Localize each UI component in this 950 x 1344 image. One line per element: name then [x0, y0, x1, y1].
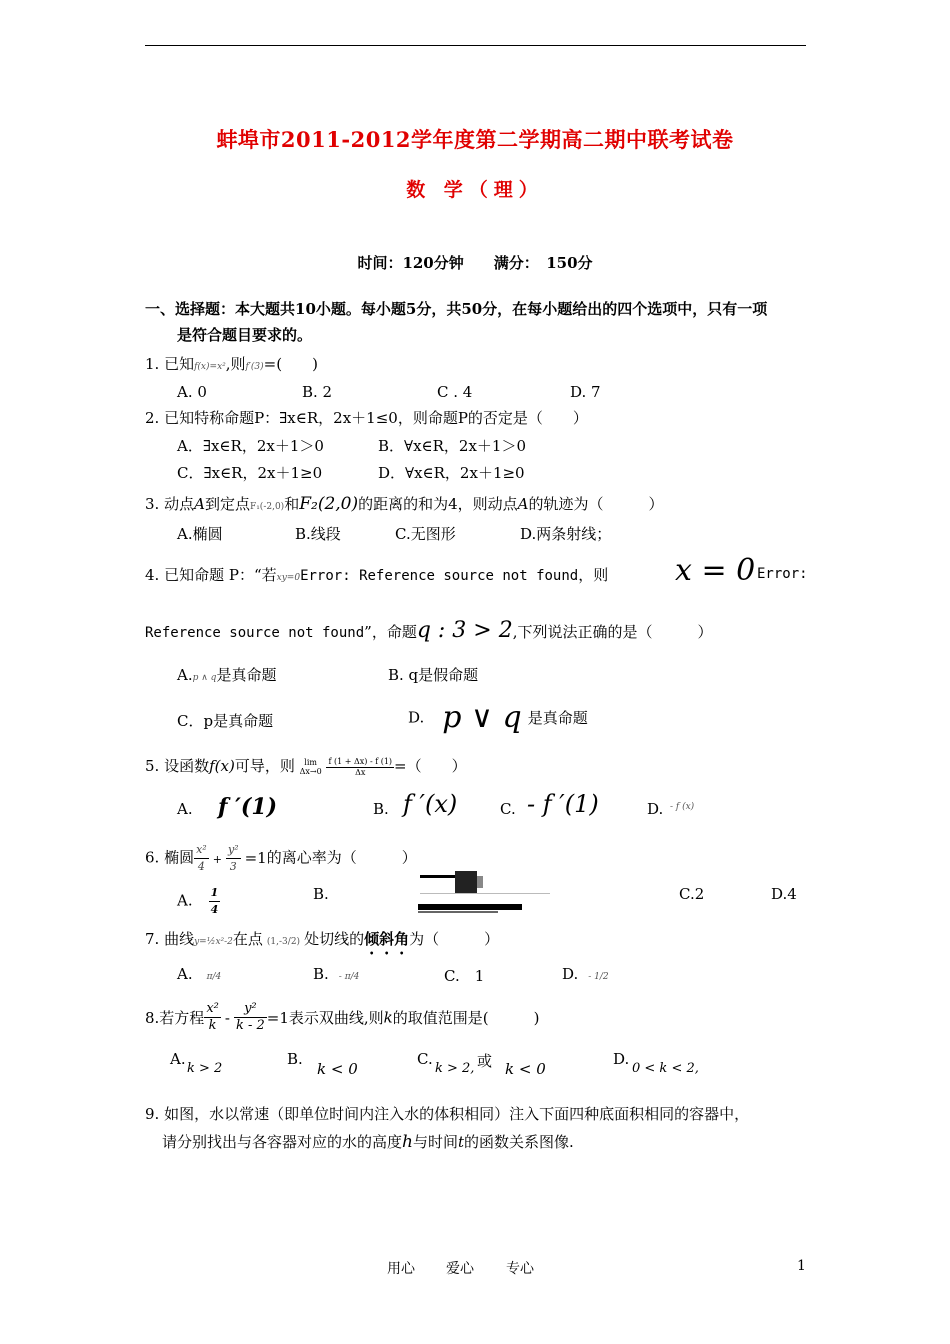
q8-option-a-formula: k > 2	[187, 1061, 223, 1076]
q8-option-c-or: 或	[477, 1052, 493, 1070]
question-5: 5. 设函数f(x)可导，则 lim Δx→0 $\frac{f (1 + \Delta x) - f (1)}{\Delta x}$ =（ ）	[145, 756, 467, 777]
q5-option-c: C.	[500, 800, 516, 818]
q7-curve: y=½x²-2	[194, 937, 233, 947]
question-3: 3. 动点A到定点F₁(-2,0)和F₂(2,0)的距离的和为4，则动点A的轨迹为（ ）	[145, 494, 664, 514]
q5-option-a-formula: f ′(1)	[218, 794, 278, 820]
footer-motto-1: 用心	[387, 1261, 415, 1277]
q8-option-c-formula-2: k < 0	[505, 1060, 546, 1078]
q3-point-f2: F₂(2,0)	[299, 494, 359, 514]
q2-option-c: C．∃x∈R，2x＋1≥0	[177, 464, 323, 482]
q7-option-c: C. 1	[444, 967, 485, 985]
q8-option-c: C.	[417, 1050, 433, 1068]
q1-formula: f(x)=x²	[194, 362, 226, 372]
q2-option-a: A．∃x∈R，2x＋1＞0	[177, 437, 324, 455]
q7-option-b: B. - π/4	[313, 965, 360, 983]
header-rule	[145, 45, 806, 46]
q6-option-d: D.4	[771, 885, 797, 903]
q7-option-d: D. - 1/2	[562, 965, 609, 983]
q7-option-a: A. π/4	[177, 965, 222, 983]
q4-error-2b: Reference source not found	[145, 625, 365, 641]
q3-option-a: A.椭圆	[177, 525, 223, 543]
footer-motto-3: 专心	[506, 1261, 534, 1277]
exam-meta: 时间：120分钟 满分： 150分	[357, 254, 593, 272]
q7-emphasis: 倾斜角	[364, 930, 410, 948]
q8-option-b: B.	[287, 1050, 303, 1068]
q4-error-1: Error: Reference source not found	[300, 568, 579, 584]
q1-option-a: A. 0	[177, 383, 207, 401]
q6-option-a: A. $\frac{1}{4}$	[177, 886, 219, 916]
footer-motto-2: 爱心	[446, 1261, 474, 1277]
q5-option-b-formula: f ′(x)	[403, 790, 458, 818]
q5-option-b: B.	[373, 800, 389, 818]
q6-option-c: C.2	[679, 885, 705, 903]
question-4: 4. 已知命题 P：“若xy=0Error: Reference source not found，则	[145, 566, 609, 584]
question-1: 1. 已知f(x)=x²,则f′(3)=( )	[145, 355, 318, 373]
page-number: 1	[797, 1258, 806, 1274]
q4-proposition-q: q : 3 > 2	[416, 618, 513, 643]
q4-error-2a: Error:	[757, 566, 808, 582]
q3-point-f1: F₁(-2,0)	[249, 502, 285, 512]
q1-option-b: B. 2	[302, 383, 333, 401]
q4-option-d: D. p ∨ q 是真命题	[408, 700, 588, 735]
q4-option-b: B. q是假命题	[388, 666, 479, 684]
question-9-cont: 请分别找出与各容器对应的水的高度h与时间t的函数关系图像.	[162, 1132, 574, 1152]
q8-option-d-formula: 0 < k < 2,	[632, 1061, 699, 1076]
q1-option-c: C . 4	[437, 383, 473, 401]
q3-option-d: D.两条射线；	[520, 525, 612, 543]
section-heading-cont: 是符合题目要求的。	[177, 326, 313, 344]
q6-option-b: B.	[313, 885, 329, 903]
q8-term-x: $\frac{\text{x²}}{k}$	[206, 1001, 219, 1033]
q1-option-d: D. 7	[570, 383, 601, 401]
q6-term-x: $\frac{\text{x²}}{4}$	[196, 843, 207, 873]
q4-condition: xy=0	[276, 573, 301, 583]
q2-option-b: B．∀x∈R，2x＋1＞0	[378, 437, 527, 455]
q5-limit: lim Δx→0	[299, 758, 322, 776]
q3-option-b: B.线段	[295, 525, 341, 543]
q4-conclusion: x = 0	[675, 553, 756, 588]
q2-option-d: D．∀x∈R，2x＋1≥0	[378, 464, 525, 482]
q5-option-d: D.	[647, 800, 664, 818]
page-title: 蚌埠市2011-2012学年度第二学期高二期中联考试卷	[216, 127, 734, 152]
q6-term-y: $\frac{\text{y²}}{3}$	[227, 843, 239, 873]
q8-option-c-formula-1: k > 2,	[435, 1061, 475, 1076]
q8-option-b-formula: k < 0	[317, 1060, 358, 1078]
q1-formula-2: f′(3)	[245, 362, 264, 372]
question-7: 7. 曲线y=½x²-2在点 (1,-3/2) 处切线的倾斜角为（ ）	[145, 930, 500, 948]
q5-option-d-formula: - f (x)	[670, 802, 695, 812]
q5-option-c-formula: - f ′(1)	[527, 790, 599, 818]
question-8: 8.若方程 $\frac{\text{x²}}{k}$ - $\frac{\text{y²}}{k - 2}$ =1表示双曲线,则k的取值范围是( )	[145, 1001, 540, 1033]
question-2: 2. 已知特称命题P：∃x∈R，2x＋1≤0，则命题P的否定是（ ）	[145, 409, 588, 427]
q5-fraction: $\frac{f (1 + \Delta x) - f (1)}{\Delta x}$	[328, 756, 393, 777]
q5-option-a: A.	[177, 800, 193, 818]
q7-point: (1,-3/2)	[266, 937, 301, 947]
q4-option-c: C．p是真命题	[177, 712, 274, 730]
section-heading: 一、选择题：本大题共10小题。每小题5分，共50分，在每小题给出的四个选项中，只有一项	[145, 300, 768, 318]
q8-term-y: $\frac{\text{y²}}{k - 2}$	[235, 1001, 265, 1033]
question-4-cont: Reference source not found”，命题q : 3 > 2,下列说法正确的是（ ）	[145, 618, 713, 643]
q4-option-a: A.p ∧ q是真命题	[177, 666, 277, 684]
page-subtitle: 数 学（理）	[406, 179, 544, 201]
question-6: 6. 椭圆 $\frac{\text{x²}}{4}$ + $\frac{\text{y²}}{3}$ =1的离心率为（ ）	[145, 843, 417, 873]
q8-option-d: D.	[613, 1050, 630, 1068]
question-9: 9. 如图，水以常速（即单位时间内注入水的体积相同）注入下面四种底面积相同的容器中，	[145, 1105, 750, 1123]
q8-option-a: A.	[170, 1050, 186, 1068]
q3-option-c: C.无图形	[395, 525, 456, 543]
